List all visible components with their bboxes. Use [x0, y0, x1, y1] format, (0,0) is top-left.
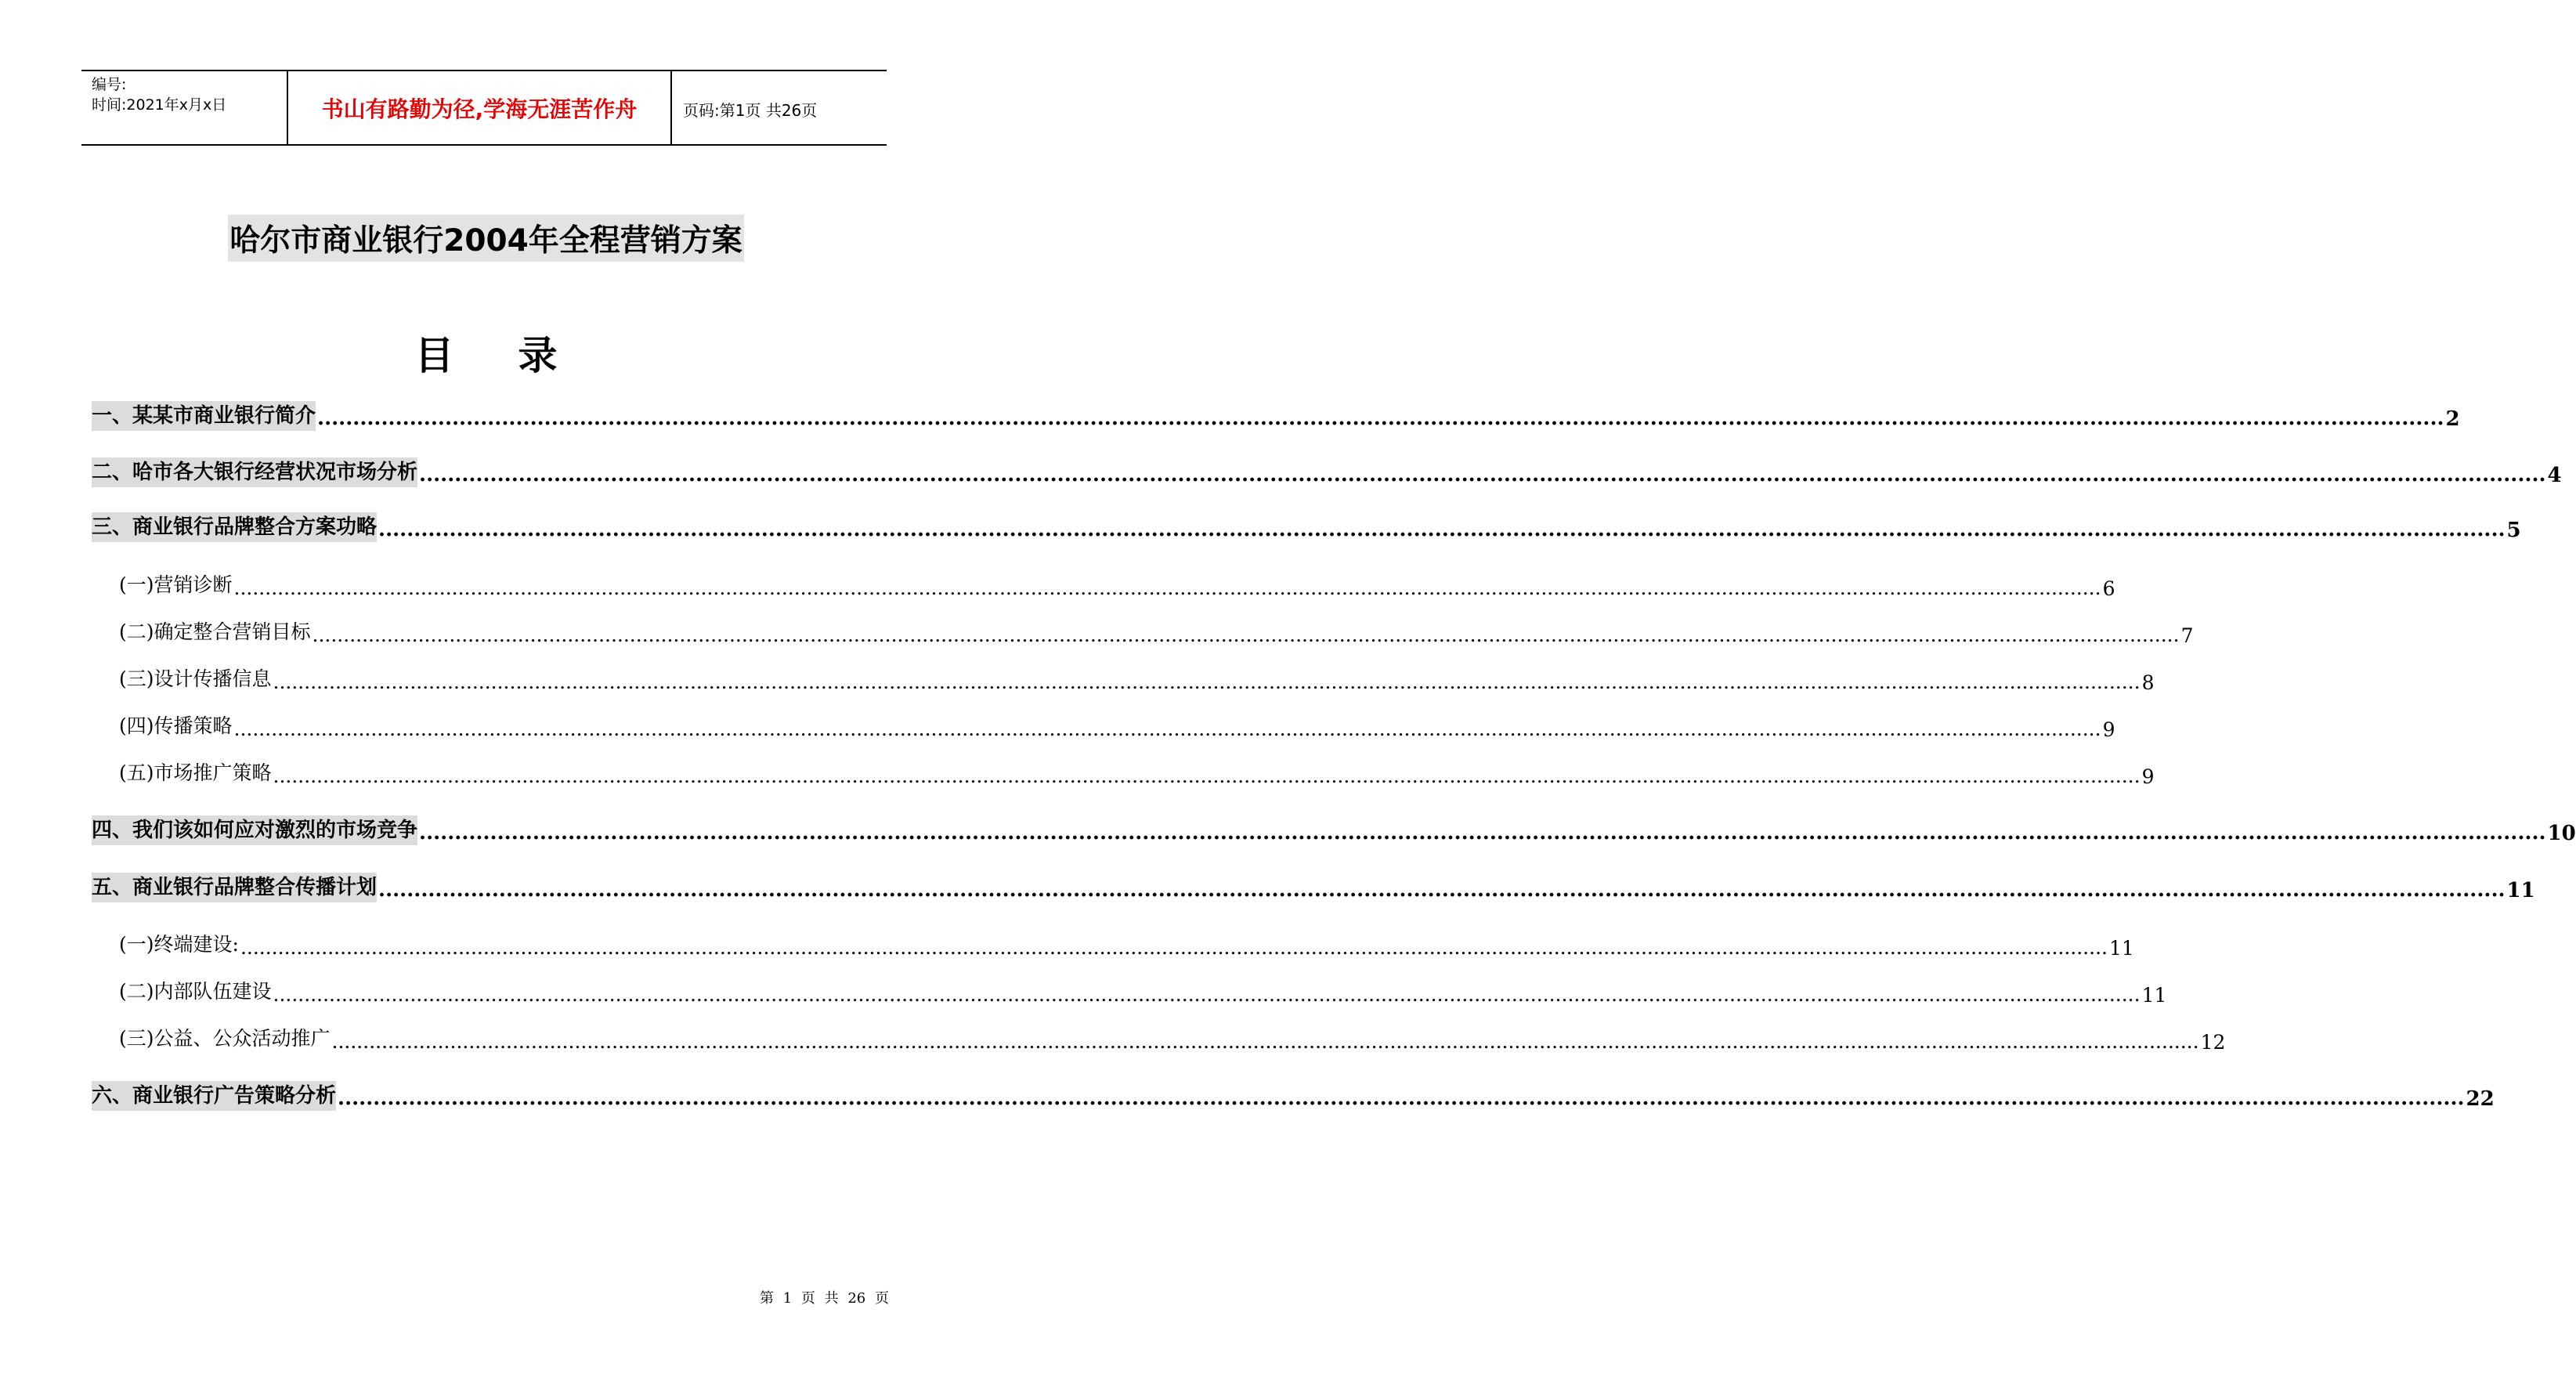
toc-entry-page: 5: [2506, 519, 2521, 542]
toc-entry-label: 三、商业银行品牌整合方案功略: [92, 512, 377, 542]
toc-heading-char-1: 目: [414, 333, 454, 378]
toc-entry-label: (五)市场推广策略: [119, 761, 272, 784]
toc-entry[interactable]: [92, 975, 2167, 1007]
header-page-label: 页码:第1页 共26页: [683, 101, 818, 120]
header-info-cell: [81, 71, 288, 144]
toc-leader-dots: ............................................................................................................................................................................................................................................................................................................: [419, 463, 2546, 486]
toc-entry-page: 10: [2547, 822, 2576, 845]
header-motto-cell: [288, 71, 672, 144]
toc-entry-label: 六、商业银行广告策略分析: [92, 1081, 336, 1111]
toc-entry-page: 11: [2108, 937, 2134, 960]
toc-entry[interactable]: [92, 871, 2535, 902]
document-number-label: 编号:: [92, 76, 127, 93]
toc-entry-label: (三)公益、公众活动推广: [119, 1027, 331, 1050]
toc-entry[interactable]: [92, 928, 2134, 960]
toc-entry[interactable]: [92, 569, 2115, 600]
toc-heading: [0, 324, 972, 381]
toc-entry-page: 9: [2102, 718, 2115, 741]
toc-entry-label: (二)内部队伍建设: [119, 980, 272, 1003]
toc-entry-page: 2: [2445, 407, 2460, 431]
toc-entry-label: (一)终端建设:: [119, 933, 239, 956]
toc-entry-page: 12: [2200, 1031, 2226, 1054]
toc-leader-dots: ............................................................................................................................................................................................................................................................................................................: [317, 407, 2444, 430]
toc-leader-dots: ............................................................................................................................................................................................................................................................................................................: [273, 671, 2141, 693]
toc-leader-dots: ............................................................................................................................................................................................................................................................................................................: [419, 821, 2546, 844]
toc-entry[interactable]: [92, 757, 2155, 788]
toc-leader-dots: ............................................................................................................................................................................................................................................................................................................: [273, 765, 2141, 787]
toc-leader-dots: ............................................................................................................................................................................................................................................................................................................: [273, 983, 2141, 1006]
toc-leader-dots: ............................................................................................................................................................................................................................................................................................................: [331, 1030, 2199, 1053]
header-table: [81, 70, 887, 146]
toc-heading-char-2: 录: [518, 333, 558, 378]
toc-entry[interactable]: [92, 1079, 2495, 1111]
document-title: [0, 215, 972, 262]
toc-entry[interactable]: [92, 616, 2194, 647]
toc-entry-page: 6: [2102, 577, 2115, 600]
toc-entry[interactable]: [92, 663, 2155, 694]
toc-entry-label: (二)确定整合营销目标: [119, 620, 311, 643]
header-page-cell: [672, 71, 887, 144]
toc-entry-page: 7: [2180, 624, 2194, 647]
toc-leader-dots: ............................................................................................................................................................................................................................................................................................................: [233, 718, 2101, 740]
document-time-label: 时间:2021年x月x日: [92, 96, 227, 114]
toc-entry-label: 一、某某市商业银行简介: [92, 401, 316, 431]
toc-leader-dots: ............................................................................................................................................................................................................................................................................................................: [240, 936, 2108, 959]
toc-entry-label: 五、商业银行品牌整合传播计划: [92, 873, 377, 902]
toc-entry-label: 四、我们该如何应对激烈的市场竞争: [92, 815, 417, 845]
toc-leader-dots: ............................................................................................................................................................................................................................................................................................................: [312, 624, 2180, 646]
toc-entry-page: 11: [2506, 879, 2535, 902]
toc-entry-page: 22: [2466, 1087, 2495, 1111]
toc-entry-label: 二、哈市各大银行经营状况市场分析: [92, 457, 417, 487]
toc-entry[interactable]: [92, 456, 2562, 487]
toc-entry[interactable]: [92, 400, 2460, 431]
toc-entry[interactable]: [92, 710, 2115, 741]
toc-leader-dots: ............................................................................................................................................................................................................................................................................................................: [338, 1087, 2465, 1110]
toc-leader-dots: ............................................................................................................................................................................................................................................................................................................: [378, 878, 2506, 902]
toc-entry-page: 8: [2141, 671, 2155, 694]
toc-entry-page: 9: [2141, 765, 2155, 788]
toc-entry[interactable]: [92, 814, 2576, 845]
toc-entry[interactable]: [92, 511, 2521, 542]
toc-leader-dots: ............................................................................................................................................................................................................................................................................................................: [233, 577, 2101, 599]
toc-entry-page: 4: [2547, 464, 2562, 487]
toc-entry[interactable]: [92, 1022, 2226, 1054]
toc-entry-label: (三)设计传播信息: [119, 667, 272, 690]
toc-entry-label: (四)传播策略: [119, 714, 233, 737]
document-title-text: 哈尔市商业银行2004年全程营销方案: [228, 215, 744, 262]
toc-leader-dots: ............................................................................................................................................................................................................................................................................................................: [378, 518, 2506, 541]
motto-text: 书山有路勤为径,学海无涯苦作舟: [321, 96, 638, 122]
toc-entry-label: (一)营销诊断: [119, 573, 233, 596]
toc-entry-page: 11: [2141, 984, 2167, 1007]
page-footer: 第 1 页 共 26 页: [760, 1290, 889, 1307]
